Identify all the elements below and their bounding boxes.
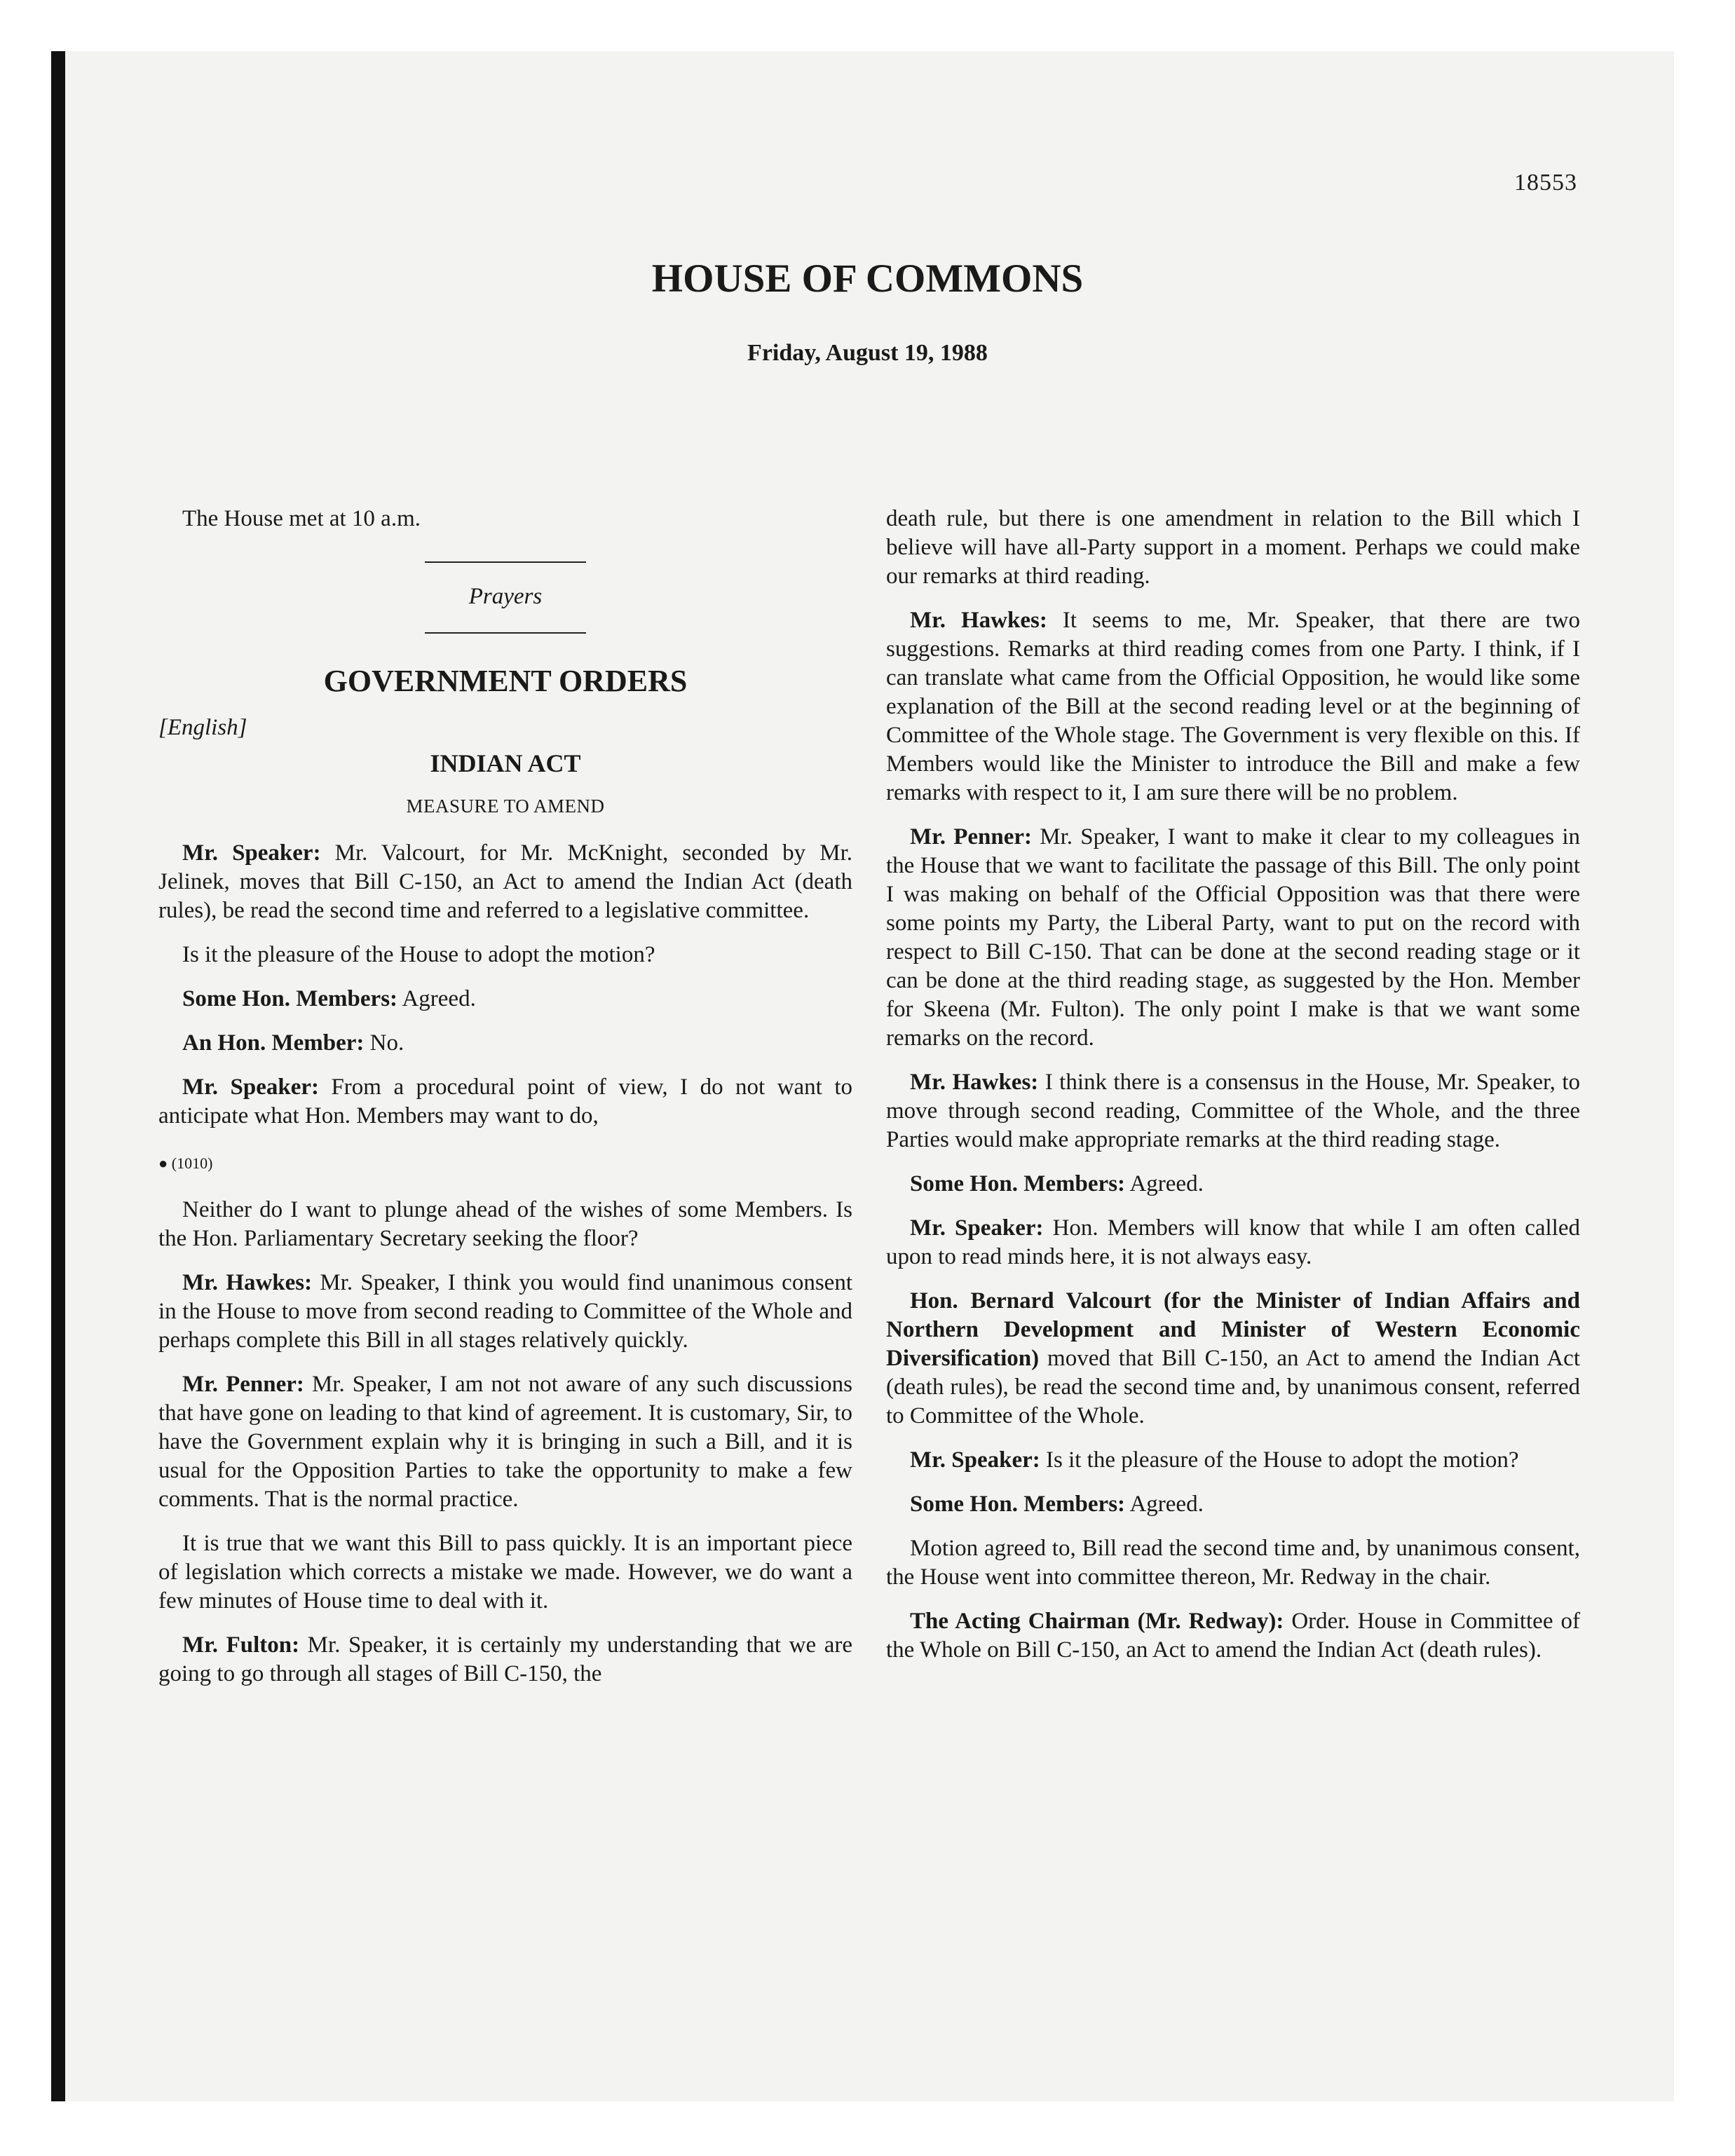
page-number: 18553 — [1514, 170, 1577, 196]
right-column — [886, 505, 1580, 1680]
paragraph-text: Agreed. — [1125, 1171, 1204, 1196]
paragraph-text: Mr. Speaker, it is certainly my understanding that we are going to go through all stages of Bill C-150, the — [158, 1632, 852, 1686]
paragraph — [158, 985, 852, 1014]
speaker-name: Hon. Bernard Valcourt (for the Minister of Indian Affairs and Northern Development and Minister of Western Economic Diversification) — [886, 1288, 1580, 1371]
paragraph: It is true that we want this Bill to pass quickly. It is an important piece of legislation which corrects a mistake we made. However, we do want a few minutes of House time to deal with it. — [158, 1531, 852, 1613]
divider — [425, 561, 586, 563]
paragraph-text: From a procedural point of view, I do not want to anticipate what Hon. Members may want to do, — [158, 1074, 852, 1128]
paragraph — [158, 1269, 852, 1355]
paragraph: death rule, but there is one amendment in relation to the Bill which I believe will have all-Party support in a moment. Perhaps we could make our remarks at third reading. — [886, 506, 1580, 589]
paragraph: Is it the pleasure of the House to adopt the motion? — [182, 942, 655, 967]
speaker-name: Mr. Hawkes: — [910, 1070, 1039, 1095]
paragraph — [158, 1370, 852, 1514]
paragraph-text: Agreed. — [1125, 1492, 1204, 1517]
paragraph — [886, 606, 1580, 807]
paragraph-text: Mr. Speaker, I am not not aware of any such discussions that have gone on leading to that kind of agreement. It is customary, Sir, to have the Government explain why it is bringing in such a Bill, and it is usual for the Opposition Parties to take the opportunity to make a few comments. That is the normal practice. — [158, 1372, 853, 1512]
paragraph — [158, 1631, 852, 1688]
paragraph — [886, 1287, 1580, 1431]
paragraph: Neither do I want to plunge ahead of the wishes of some Members. Is the Hon. Parliamentary Secretary seeking the floor? — [158, 1197, 852, 1251]
paragraph-text: Order. House in Committee of the Whole on Bill C-150, an Act to amend the Indian Act (death rules). — [886, 1609, 1580, 1663]
prayers-heading: Prayers — [468, 584, 543, 609]
page-title: HOUSE OF COMMONS — [651, 257, 1084, 301]
left-column — [158, 505, 852, 1704]
paragraph — [886, 1446, 1580, 1475]
paragraph — [886, 1170, 1580, 1199]
paragraph — [158, 839, 852, 925]
paragraph-text: No. — [364, 1030, 404, 1056]
speaker-name: Mr. Hawkes: — [910, 608, 1047, 633]
timestamp-text: (1010) — [171, 1154, 213, 1172]
sitting-date: Friday, August 19, 1988 — [747, 340, 988, 366]
divider — [425, 632, 586, 634]
speaker-name: Mr. Speaker: — [182, 840, 321, 866]
timestamp — [158, 1149, 852, 1178]
speaker-name: Some Hon. Members: — [910, 1171, 1126, 1196]
speaker-name: Mr. Speaker: — [182, 1074, 319, 1100]
speaker-name: Mr. Penner: — [910, 824, 1033, 850]
speaker-name: Some Hon. Members: — [182, 986, 398, 1011]
paragraph-text: Mr. Speaker, I want to make it clear to my colleagues in the House that we want to facilitate the passage of this Bill. The only point I was making on behalf of the Official Opposition was that there were some points my Party, the Liberal Party, want to put on the record with respect to Bill C-150. That can be done at the second reading stage or it can be done at the third reading stage, as suggested by the Hon. Member for Skeena (Mr. Fulton). The only point I make is that we want some remarks on the record. — [886, 824, 1581, 1051]
paragraph-text: Is it the pleasure of the House to adopt the motion? — [1040, 1447, 1519, 1473]
speaker-name: An Hon. Member: — [182, 1030, 365, 1056]
speaker-name: Mr. Speaker: — [910, 1447, 1040, 1473]
paragraph-text: It seems to me, Mr. Speaker, that there are two suggestions. Remarks at third reading comes from one Party. I think, if I can translate what came from the Official Opposition, he would like some explanation of the Bill at the second reading level or at the beginning of Committee of the Whole stage. The Government is very flexible on this. If Members would like the Minister to introduce the Bill and make a few remarks with respect to it, I am sure there will be no problem. — [886, 608, 1580, 805]
speaker-name: Mr. Fulton: — [182, 1632, 300, 1658]
bullet-icon: ● — [158, 1154, 168, 1172]
speaker-name: Mr. Penner: — [182, 1372, 304, 1397]
section-heading: GOVERNMENT ORDERS — [323, 664, 688, 698]
paragraph — [886, 1490, 1580, 1519]
speaker-name: The Acting Chairman (Mr. Redway): — [910, 1609, 1284, 1634]
topic-heading: INDIAN ACT — [430, 749, 581, 777]
paragraph-text: Hon. Members will know that while I am often called upon to read minds here, it is not always easy. — [886, 1215, 1580, 1269]
paragraph — [158, 1073, 852, 1131]
speaker-name: Mr. Hawkes: — [182, 1270, 313, 1295]
paragraph — [886, 1607, 1580, 1665]
paragraph — [886, 1214, 1580, 1271]
language-note: [English] — [158, 715, 247, 740]
paragraph-text: Mr. Speaker, I think you would find unanimous consent in the House to move from second reading to Committee of the Whole and perhaps complete this Bill in all stages relatively quickly. — [158, 1270, 852, 1353]
subtopic-heading: MEASURE TO AMEND — [406, 796, 605, 817]
opening-line: The House met at 10 a.m. — [182, 506, 421, 531]
speaker-name: Some Hon. Members: — [910, 1492, 1126, 1517]
paragraph — [886, 1068, 1580, 1154]
paragraph-text: Mr. Valcourt, for Mr. McKnight, seconded by Mr. Jelinek, moves that Bill C-150, an Act to amend the Indian Act (death rules), be read the second time and referred to a legislative committee. — [158, 840, 852, 923]
paragraph — [158, 1029, 852, 1058]
speaker-name: Mr. Speaker: — [910, 1215, 1044, 1241]
paragraph-text: moved that Bill C-150, an Act to amend the Indian Act (death rules), be read the second time and, by unanimous consent, referred to Committee of the Whole. — [886, 1346, 1580, 1428]
paragraph-text: I think there is a consensus in the House, Mr. Speaker, to move through second reading, Committee of the Whole, and the three Parties would make appropriate remarks at the third reading stage. — [886, 1070, 1580, 1152]
paragraph — [886, 823, 1580, 1053]
paragraph-text: Agreed. — [397, 986, 476, 1011]
paragraph: Motion agreed to, Bill read the second time and, by unanimous consent, the House went into committee thereon, Mr. Redway in the chair. — [886, 1536, 1580, 1590]
